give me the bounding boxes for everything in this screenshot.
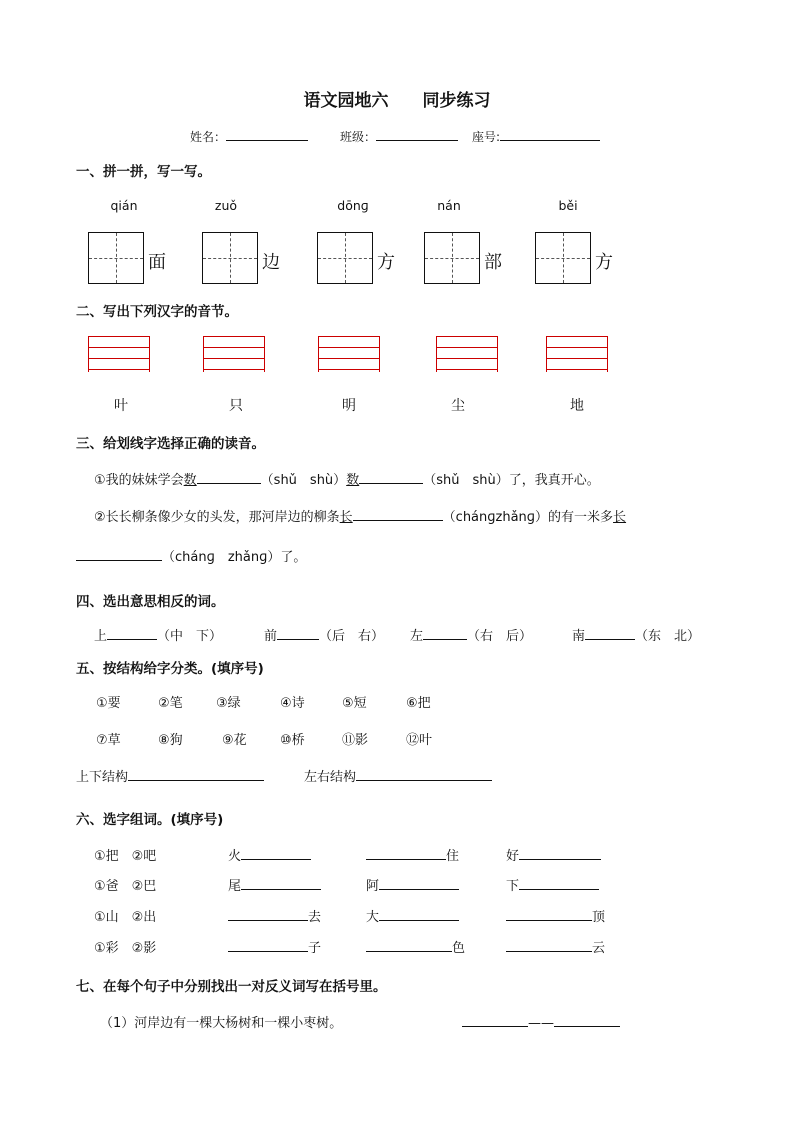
section-5-heading: 五、按结构给字分类。(填序号): [76, 661, 264, 677]
question-3-2-cont: （chánɡ zhǎnɡ）了。: [76, 546, 306, 565]
pinyin: zuǒ: [214, 198, 238, 213]
seat-field[interactable]: [472, 126, 600, 145]
answer-blank[interactable]: [277, 625, 319, 640]
antonym-item: 前 （后 右）: [264, 625, 384, 644]
grid-char: 面: [148, 252, 166, 273]
antonym-item: 上 （中 下）: [94, 625, 222, 644]
answer-blank[interactable]: [359, 469, 423, 484]
question-7-1: （1）河岸边有一棵大杨树和一棵小枣树。: [100, 1016, 343, 1031]
word-blank-item: 下: [506, 875, 599, 894]
grid-char: 方: [377, 252, 395, 273]
writing-grid[interactable]: [535, 232, 591, 284]
writing-grid[interactable]: [88, 232, 144, 284]
answer-blank[interactable]: [366, 937, 452, 952]
answer-blank[interactable]: [585, 625, 635, 640]
section-6-heading: 六、选字组词。(填序号): [76, 812, 224, 828]
char-option: ⑥把: [406, 696, 431, 711]
char-option: ⑪影: [342, 733, 369, 748]
word-blank-item: 阿: [366, 875, 459, 894]
question-3-1: ①我的妹妹学会数 （shǔ shù）数 （shǔ shù）了，我真开心。: [94, 469, 600, 488]
answer-blank[interactable]: [228, 906, 308, 921]
pinyin-lines[interactable]: [546, 336, 608, 372]
hanzi: 尘: [451, 398, 465, 414]
hanzi: 叶: [114, 398, 128, 414]
answer-blank[interactable]: [228, 937, 308, 952]
name-field[interactable]: [190, 126, 308, 145]
answer-blank[interactable]: [506, 937, 592, 952]
grid-char: 方: [595, 252, 613, 273]
section-4-heading: 四、选出意思相反的词。: [76, 594, 225, 610]
pinyin-lines[interactable]: [88, 336, 150, 372]
writing-grid[interactable]: [202, 232, 258, 284]
question-3-2: ②长长柳条像少女的头发，那河岸边的柳条长 （chánɡzhǎnɡ）的有一米多长: [94, 506, 626, 525]
answer-blank[interactable]: [554, 1012, 620, 1027]
answer-blank[interactable]: [241, 875, 321, 890]
section-2-heading: 二、写出下列汉字的音节。: [76, 304, 238, 320]
pinyin-lines[interactable]: [436, 336, 498, 372]
char-option: ④诗: [280, 696, 305, 711]
section-1-heading: 一、拼一拼，写一写。: [76, 164, 211, 180]
hanzi: 地: [570, 398, 584, 414]
class-label: 班级：: [340, 130, 377, 144]
hanzi: 明: [342, 398, 356, 414]
answer-blank[interactable]: [462, 1012, 528, 1027]
pinyin-lines[interactable]: [318, 336, 380, 372]
char-option: ⑫叶: [406, 733, 433, 748]
word-blank-item: 住: [366, 845, 459, 864]
answer-blank[interactable]: [519, 875, 599, 890]
seat-label: 座号:: [472, 130, 501, 144]
antonym-pair-answer: ——: [462, 1012, 620, 1031]
char-option: ⑤短: [342, 696, 367, 711]
word-options: ①爸 ②巴: [94, 879, 157, 894]
word-blank-item: 大: [366, 906, 459, 925]
underlined-char: 长: [339, 510, 353, 525]
class-field[interactable]: [340, 126, 458, 145]
char-option: ⑦草: [96, 733, 121, 748]
word-blank-item: 去: [228, 906, 321, 925]
char-option: ⑧狗: [158, 733, 183, 748]
section-7-heading: 七、在每个句子中分别找出一对反义词写在括号里。: [76, 979, 387, 995]
name-label: 姓名：: [190, 130, 227, 144]
answer-blank[interactable]: [107, 625, 157, 640]
pinyin: běi: [558, 198, 578, 213]
char-option: ③绿: [216, 696, 241, 711]
word-options: ①山 ②出: [94, 910, 157, 925]
answer-blank[interactable]: [379, 906, 459, 921]
grid-char: 边: [262, 252, 280, 273]
answer-blank[interactable]: [241, 845, 311, 860]
writing-grid[interactable]: [317, 232, 373, 284]
answer-blank[interactable]: [506, 906, 592, 921]
word-blank-item: 子: [228, 937, 321, 956]
pinyin-lines[interactable]: [203, 336, 265, 372]
word-options: ①彩 ②影: [94, 941, 157, 956]
word-blank-item: 色: [366, 937, 465, 956]
answer-blank[interactable]: [423, 625, 467, 640]
answer-blank[interactable]: [379, 875, 459, 890]
grid-char: 部: [484, 252, 502, 273]
char-option: ②笔: [158, 696, 183, 711]
structure-left-right: 左右结构: [304, 766, 492, 785]
structure-top-bottom: 上下结构: [76, 766, 264, 785]
char-option: ⑨花: [222, 733, 247, 748]
pinyin: dōnɡ: [337, 198, 369, 213]
char-option: ⑩桥: [280, 733, 305, 748]
word-blank-item: 顶: [506, 906, 605, 925]
writing-grid[interactable]: [424, 232, 480, 284]
underlined-char: 数: [183, 473, 197, 488]
underlined-char: 数: [346, 473, 360, 488]
answer-blank[interactable]: [519, 845, 601, 860]
pinyin: nán: [437, 198, 461, 213]
section-3-heading: 三、给划线字选择正确的读音。: [76, 436, 265, 452]
underlined-char: 长: [613, 510, 627, 525]
answer-blank[interactable]: [353, 506, 443, 521]
page-title: 语文园地六 同步练习: [303, 91, 491, 111]
answer-blank[interactable]: [76, 546, 162, 561]
pinyin: qián: [110, 198, 138, 213]
antonym-item: 左 （右 后）: [410, 625, 532, 644]
answer-blank[interactable]: [356, 766, 492, 781]
word-blank-item: 好: [506, 845, 601, 864]
antonym-item: 南 （东 北）: [572, 625, 700, 644]
word-blank-item: 云: [506, 937, 605, 956]
char-option: ①要: [96, 696, 121, 711]
answer-blank[interactable]: [366, 845, 446, 860]
word-blank-item: 火: [228, 845, 311, 864]
word-blank-item: 尾: [228, 875, 321, 894]
hanzi: 只: [229, 398, 243, 414]
word-options: ①把 ②吧: [94, 849, 157, 864]
answer-blank[interactable]: [197, 469, 261, 484]
answer-blank[interactable]: [128, 766, 264, 781]
